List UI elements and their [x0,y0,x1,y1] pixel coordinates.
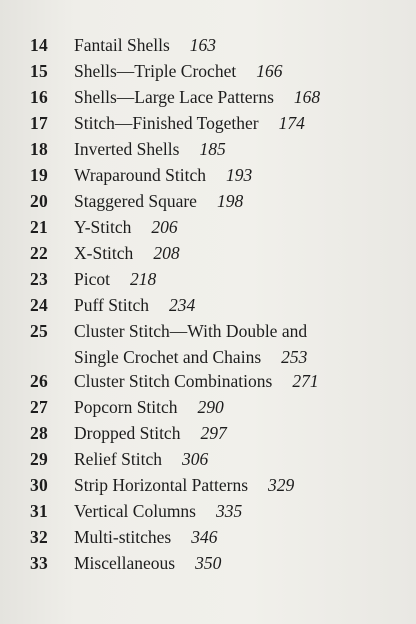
chapter-number: 23 [30,269,48,289]
chapter-title-text: Strip Horizontal Patterns [74,475,249,495]
page-number: 174 [278,113,305,133]
page-number: 329 [268,475,295,495]
chapter-number: 31 [30,501,48,521]
chapter-title-text: Relief Stitch [74,449,162,469]
page-number: 168 [293,87,321,107]
chapter-title [74,472,402,498]
page-number: 185 [199,139,226,159]
chapter-title [74,524,402,550]
chapter-title-text: Stitch—Finished Together [74,113,259,133]
toc-entry [0,32,416,58]
chapter-title-text: X-Stitch [74,243,134,263]
chapter-title [74,318,402,370]
chapter-title [74,188,402,214]
toc-entry [0,394,416,420]
chapter-title-text: Picot [74,269,110,289]
chapter-title [74,394,402,420]
chapter-number: 14 [30,35,48,55]
chapter-title [74,58,402,84]
chapter-number: 29 [30,449,48,469]
chapter-number: 28 [30,423,48,443]
chapter-number: 25 [30,321,48,341]
chapter-title-text-2: Single Crochet and Chains [74,347,262,367]
toc-entry [0,524,416,550]
chapter-title-text: Inverted Shells [74,139,180,159]
toc-entry [0,318,416,368]
chapter-title-text: Shells—Large Lace Patterns [74,87,274,107]
chapter-title-text: Multi-stitches [74,527,172,547]
chapter-number: 26 [30,371,48,391]
chapter-title [74,240,402,266]
page-number: 218 [129,269,157,289]
chapter-title [74,110,402,136]
chapter-title [74,214,402,240]
chapter-title-text: Popcorn Stitch [74,397,178,417]
chapter-number: 24 [30,295,48,315]
chapter-title-text: Dropped Stitch [74,423,181,443]
page-number: 253 [281,347,308,367]
toc-entry [0,214,416,240]
toc-entry [0,292,416,318]
chapter-title [74,162,402,188]
toc-entry [0,110,416,136]
chapter-number: 22 [30,243,48,263]
chapter-title [74,136,402,162]
chapter-number: 27 [30,397,48,417]
page-number: 350 [195,553,222,573]
chapter-number: 32 [30,527,48,547]
toc-entry [0,240,416,266]
chapter-number: 33 [30,553,48,573]
toc-entry [0,446,416,472]
chapter-number: 19 [30,165,48,185]
chapter-title-text: Shells—Triple Crochet [74,61,237,81]
toc-entry [0,58,416,84]
chapter-title [74,32,402,58]
page-number: 193 [225,165,253,185]
toc-entry [0,84,416,110]
chapter-title [74,498,402,524]
page-number: 271 [292,371,319,391]
chapter-number: 18 [30,139,48,159]
chapter-title-text: Staggered Square [74,191,197,211]
toc-entry [0,266,416,292]
chapter-title-text: Y-Stitch [74,217,132,237]
page-number: 234 [169,295,196,315]
toc-entry [0,420,416,446]
page-number: 346 [191,527,218,547]
toc-entry [0,550,416,576]
chapter-title [74,446,402,472]
chapter-title [74,550,402,576]
chapter-number: 16 [30,87,48,107]
chapter-title [74,420,402,446]
page-number: 206 [151,217,178,237]
chapter-number: 20 [30,191,48,211]
page-number: 335 [216,501,243,521]
toc-entry [0,498,416,524]
chapter-title-text: Wraparound Stitch [74,165,206,185]
page-number: 306 [181,449,209,469]
chapter-title-text: Miscellaneous [74,553,176,573]
chapter-number: 21 [30,217,48,237]
chapter-number: 30 [30,475,48,495]
page-number: 166 [256,61,283,81]
page-number: 290 [197,397,224,417]
page-number: 198 [216,191,244,211]
chapter-title [74,292,402,318]
chapter-title-text: Fantail Shells [74,35,170,55]
toc-entry [0,188,416,214]
page-number: 297 [200,423,227,443]
chapter-title-text: Puff Stitch [74,295,150,315]
chapter-title [74,84,402,110]
chapter-number: 17 [30,113,48,133]
chapter-title-text: Cluster Stitch—With Double and [74,321,308,341]
chapter-title [74,368,402,394]
toc-entry [0,136,416,162]
chapter-number: 15 [30,61,48,81]
table-of-contents [0,32,416,576]
page-number: 163 [189,35,217,55]
toc-entry [0,368,416,394]
chapter-title-continued [74,344,402,370]
toc-entry [0,162,416,188]
page-number: 208 [153,243,180,263]
chapter-title [74,266,402,292]
toc-entry [0,472,416,498]
chapter-title-text: Cluster Stitch Combinations [74,371,273,391]
chapter-title-text: Vertical Columns [74,501,196,521]
